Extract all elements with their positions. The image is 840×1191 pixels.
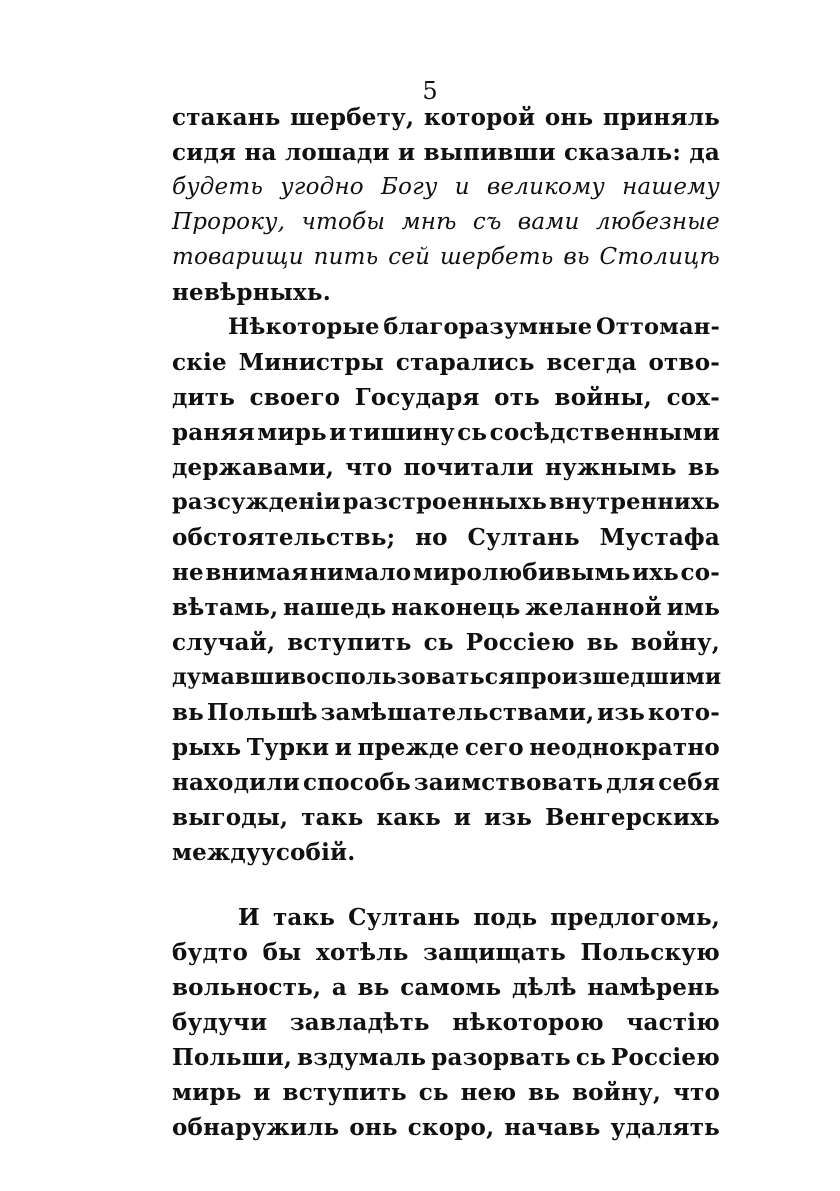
word: разсужденіи — [172, 489, 341, 515]
word: благоразумные — [383, 314, 593, 340]
word: вь — [528, 1079, 561, 1106]
word: миролюбивымь — [412, 559, 631, 586]
text-line — [172, 800, 720, 835]
text-line — [172, 100, 720, 135]
word: мнѣ — [401, 209, 457, 235]
word: сох- — [666, 384, 720, 411]
word: сь — [457, 419, 488, 446]
body-text — [172, 100, 720, 1145]
word: Пророку, — [172, 209, 286, 235]
word: нѣкоторою — [452, 1009, 604, 1036]
word: намѣрень — [587, 974, 720, 1001]
word: Государя — [354, 384, 480, 411]
word: вѣтамь, — [172, 594, 279, 621]
word: дить — [172, 384, 236, 411]
word: пить — [313, 244, 379, 270]
word: Султань — [348, 904, 461, 931]
word: заимствовать — [413, 769, 604, 796]
word: шербету, — [290, 104, 415, 131]
word: съ — [472, 209, 502, 235]
word: и — [454, 174, 470, 200]
word: сего — [464, 734, 524, 761]
word: но — [415, 524, 448, 551]
word: тишину — [348, 419, 455, 446]
text-line — [172, 1110, 720, 1145]
word: вами — [517, 209, 580, 235]
word: прежде — [357, 734, 460, 761]
word: Нѣкоторые — [228, 314, 380, 340]
word: сосѣдственными — [489, 419, 720, 446]
word: и — [334, 734, 353, 761]
word: и — [253, 1079, 271, 1106]
word: лошади — [284, 139, 390, 166]
text-line — [172, 730, 720, 765]
text-line: междуусобій. — [172, 839, 356, 866]
text-line — [172, 380, 720, 415]
word: дѣлѣ — [511, 974, 577, 1001]
word: вь — [563, 244, 590, 270]
word: внимая — [205, 559, 309, 586]
word: вь — [687, 454, 720, 481]
text-line — [172, 660, 720, 695]
word: Россіею — [465, 629, 575, 656]
word: воспользоваться — [290, 664, 515, 690]
word: чтобы — [301, 209, 386, 235]
word: сь — [575, 1044, 606, 1071]
word: такь — [301, 804, 364, 831]
word: Польскую — [580, 939, 720, 966]
word: Столицѣ — [599, 244, 720, 270]
word: онь — [349, 1114, 398, 1141]
text-line — [172, 135, 720, 170]
word: старались — [395, 349, 535, 376]
word: оть — [494, 384, 540, 411]
word: изь — [597, 699, 646, 726]
word: скіе — [172, 349, 227, 376]
word: случай, — [172, 629, 276, 656]
word: изь — [484, 804, 533, 831]
word: начавь — [504, 1114, 601, 1141]
word: разорвать — [431, 1044, 571, 1071]
text-line — [172, 310, 720, 345]
word: думавши — [172, 664, 291, 690]
word: державами, — [172, 454, 335, 481]
text-line — [172, 970, 720, 1005]
word: Министры — [238, 349, 385, 376]
word: Мустафа — [599, 524, 720, 551]
word: на — [244, 139, 277, 166]
word: выгоды, — [172, 804, 289, 831]
word: И — [238, 904, 260, 931]
word: предлогомь, — [550, 904, 720, 931]
word: и — [398, 139, 416, 166]
word: сь — [423, 629, 454, 656]
text-line — [172, 450, 720, 485]
word: себя — [658, 769, 720, 796]
word: Турки — [246, 734, 330, 761]
text-line — [172, 555, 720, 590]
word: Богу — [381, 174, 438, 200]
word: подь — [473, 904, 538, 931]
word: Венгерскихь — [545, 804, 720, 831]
word: Султань — [467, 524, 580, 551]
word: самомь — [400, 974, 502, 1001]
word: Польшѣ — [206, 699, 318, 726]
word: почитали — [403, 454, 534, 481]
word: вступить — [287, 629, 412, 656]
word: произшедшими — [514, 664, 722, 690]
word: войну, — [630, 629, 720, 656]
word: да — [689, 139, 720, 166]
text-line — [172, 695, 720, 730]
word: товарищи — [172, 244, 304, 270]
text-line — [172, 240, 720, 275]
word: желанной — [525, 594, 662, 621]
text-line — [172, 1040, 720, 1075]
text-line — [172, 765, 720, 800]
word: будеть — [172, 174, 264, 200]
word: скоро, — [407, 1114, 495, 1141]
word: приняль — [602, 104, 720, 131]
word: что — [345, 454, 393, 481]
word: мирь — [257, 419, 327, 446]
word: великому — [486, 174, 605, 200]
word: вольность, — [172, 974, 322, 1001]
word: вь — [172, 699, 204, 726]
word: завладѣть — [289, 1009, 430, 1036]
word: обнаружиль — [172, 1114, 340, 1141]
word: имь — [666, 594, 720, 621]
word: что — [672, 1079, 720, 1106]
word: разстроенныхь — [342, 489, 547, 515]
word: раняя — [172, 419, 255, 446]
word: а — [331, 974, 347, 1001]
word: вь — [357, 974, 390, 1001]
word: защищать — [423, 939, 566, 966]
text-line — [172, 625, 720, 660]
word: шербеть — [439, 244, 554, 270]
word: всегда — [546, 349, 637, 376]
text-line — [172, 1075, 720, 1110]
word: выпивши — [423, 139, 556, 166]
word: находили — [172, 769, 301, 796]
word: нимало — [309, 559, 412, 586]
word: обстоятельствь; — [172, 524, 396, 551]
word: нею — [460, 1079, 517, 1106]
word: удалять — [610, 1114, 720, 1141]
word: стакань — [172, 104, 281, 131]
text-line — [172, 170, 720, 205]
text-line — [172, 900, 720, 935]
word: своего — [249, 384, 341, 411]
word: кото- — [647, 699, 720, 726]
word: такь — [272, 904, 336, 931]
word: наконець — [391, 594, 521, 621]
text-line — [172, 205, 720, 240]
word: нужнымь — [545, 454, 677, 481]
word: сказаль: — [564, 139, 682, 166]
word: способь — [303, 769, 411, 796]
word: внутреннихь — [548, 489, 720, 515]
text-line — [172, 1005, 720, 1040]
word: нашему — [622, 174, 720, 200]
word: войны, — [554, 384, 653, 411]
word: рыхь — [172, 734, 242, 761]
text-line — [172, 345, 720, 380]
word: и — [453, 804, 472, 831]
word: сидя — [172, 139, 237, 166]
text-line — [172, 520, 720, 555]
word: Польши, — [172, 1044, 293, 1071]
word: со- — [680, 559, 720, 586]
word: не — [172, 559, 204, 586]
word: какь — [376, 804, 441, 831]
word: бы — [262, 939, 302, 966]
word: войну, — [571, 1079, 662, 1106]
word: мирь — [172, 1079, 242, 1106]
word: ихь — [632, 559, 679, 586]
word: будучи — [172, 1009, 268, 1036]
word: нашедь — [283, 594, 387, 621]
word: замѣшательствами, — [320, 699, 595, 726]
word: угодно — [280, 174, 364, 200]
word: будто — [172, 939, 248, 966]
word: вь — [586, 629, 619, 656]
word: сь — [418, 1079, 449, 1106]
text-line — [172, 590, 720, 625]
word: сей — [388, 244, 431, 270]
word: отво- — [648, 349, 720, 376]
page-number: 5 — [422, 77, 438, 105]
word: которой — [423, 104, 536, 131]
word: хотѣль — [316, 939, 409, 966]
word: Оттоман- — [595, 314, 720, 340]
word: частію — [626, 1009, 720, 1036]
word: любезные — [595, 209, 720, 235]
text-line — [172, 485, 720, 520]
text-line: невѣрныхь. — [172, 279, 331, 306]
word: для — [606, 769, 656, 796]
word: вступить — [282, 1079, 407, 1106]
word: онь — [544, 104, 594, 131]
text-line — [172, 415, 720, 450]
word: и — [329, 419, 347, 446]
word: Россіею — [610, 1044, 720, 1071]
word: неоднократно — [529, 734, 720, 761]
text-line — [172, 935, 720, 970]
word: вздумаль — [297, 1044, 427, 1071]
